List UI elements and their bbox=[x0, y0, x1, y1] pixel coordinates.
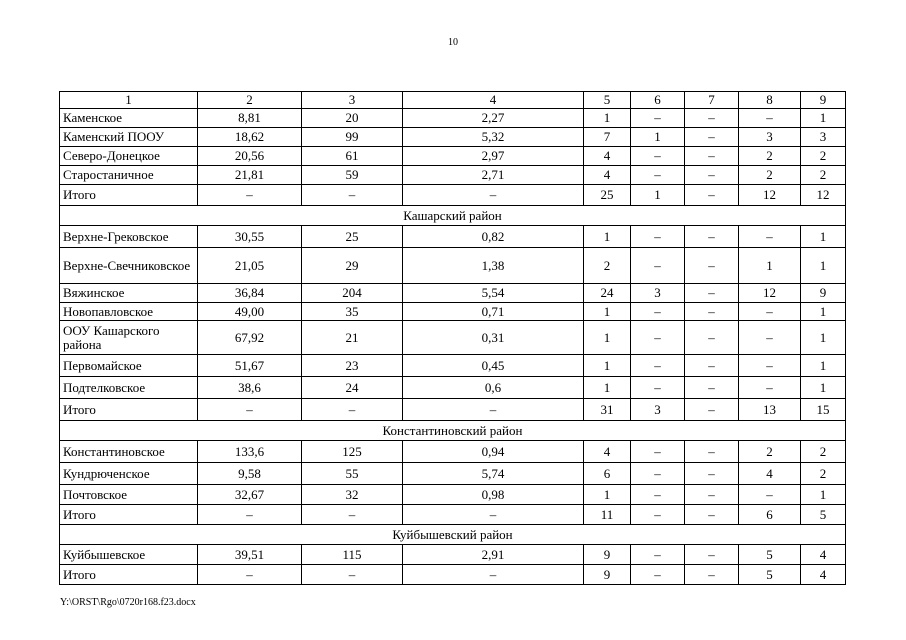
cell: – bbox=[631, 147, 685, 166]
cell-name: Итого bbox=[60, 185, 198, 206]
cell: – bbox=[403, 399, 584, 421]
cell-name: Почтовское bbox=[60, 485, 198, 505]
header-cell: 5 bbox=[584, 92, 631, 109]
cell: – bbox=[198, 185, 302, 206]
section-title: Куйбышевский район bbox=[60, 525, 846, 545]
cell-name: Старостаничное bbox=[60, 166, 198, 185]
header-cell: 6 bbox=[631, 92, 685, 109]
table-row bbox=[60, 321, 846, 355]
cell: – bbox=[631, 377, 685, 399]
header-cell: 1 bbox=[60, 92, 198, 109]
cell: 51,67 bbox=[198, 355, 302, 377]
cell: 2 bbox=[584, 248, 631, 284]
cell: – bbox=[685, 303, 739, 321]
cell: 2,97 bbox=[403, 147, 584, 166]
cell: 125 bbox=[302, 441, 403, 463]
table-row bbox=[60, 128, 846, 147]
cell: – bbox=[739, 377, 801, 399]
cell: – bbox=[631, 463, 685, 485]
cell: 8,81 bbox=[198, 109, 302, 128]
cell: – bbox=[631, 109, 685, 128]
cell: 0,45 bbox=[403, 355, 584, 377]
cell: – bbox=[631, 485, 685, 505]
cell-name: Верхне-Свечниковское bbox=[60, 248, 198, 284]
cell: 32 bbox=[302, 485, 403, 505]
cell-name: Новопавловское bbox=[60, 303, 198, 321]
cell: – bbox=[685, 545, 739, 565]
cell: – bbox=[631, 248, 685, 284]
cell: 6 bbox=[739, 505, 801, 525]
cell: 3 bbox=[739, 128, 801, 147]
cell-name: Итого bbox=[60, 565, 198, 585]
cell: 2 bbox=[801, 147, 846, 166]
cell: 3 bbox=[631, 399, 685, 421]
cell: 4 bbox=[739, 463, 801, 485]
cell: – bbox=[631, 545, 685, 565]
cell: 0,98 bbox=[403, 485, 584, 505]
cell: 1 bbox=[801, 485, 846, 505]
cell: – bbox=[685, 355, 739, 377]
cell: 0,94 bbox=[403, 441, 584, 463]
cell: – bbox=[685, 485, 739, 505]
cell: 1 bbox=[584, 485, 631, 505]
cell: 0,82 bbox=[403, 226, 584, 248]
table-header-row bbox=[60, 92, 846, 109]
cell: 4 bbox=[801, 565, 846, 585]
table-row bbox=[60, 166, 846, 185]
cell: 0,71 bbox=[403, 303, 584, 321]
section-row bbox=[60, 206, 846, 226]
cell: 2,91 bbox=[403, 545, 584, 565]
cell: – bbox=[302, 505, 403, 525]
cell: 13 bbox=[739, 399, 801, 421]
cell: 5 bbox=[801, 505, 846, 525]
table-row bbox=[60, 226, 846, 248]
cell: 29 bbox=[302, 248, 403, 284]
table-row-total bbox=[60, 505, 846, 525]
cell: – bbox=[685, 109, 739, 128]
cell: – bbox=[198, 399, 302, 421]
cell: – bbox=[403, 565, 584, 585]
cell: – bbox=[685, 284, 739, 303]
cell: – bbox=[631, 441, 685, 463]
cell: – bbox=[685, 147, 739, 166]
table-row bbox=[60, 109, 846, 128]
cell: 1 bbox=[584, 321, 631, 355]
cell: 38,6 bbox=[198, 377, 302, 399]
table-row bbox=[60, 147, 846, 166]
cell: – bbox=[685, 226, 739, 248]
cell: 21 bbox=[302, 321, 403, 355]
table-row bbox=[60, 284, 846, 303]
table-row-total bbox=[60, 185, 846, 206]
cell: 20,56 bbox=[198, 147, 302, 166]
cell: – bbox=[685, 505, 739, 525]
table-row-total bbox=[60, 399, 846, 421]
cell: 1 bbox=[584, 377, 631, 399]
cell: 15 bbox=[801, 399, 846, 421]
cell: – bbox=[685, 565, 739, 585]
cell: 21,81 bbox=[198, 166, 302, 185]
cell-name: Константиновское bbox=[60, 441, 198, 463]
cell: 4 bbox=[584, 441, 631, 463]
cell-name: Северо-Донецкое bbox=[60, 147, 198, 166]
cell: 25 bbox=[584, 185, 631, 206]
cell: 1 bbox=[584, 303, 631, 321]
cell-name: Верхне-Грековское bbox=[60, 226, 198, 248]
cell: – bbox=[739, 109, 801, 128]
cell: 2 bbox=[801, 463, 846, 485]
cell: 12 bbox=[739, 185, 801, 206]
cell: – bbox=[739, 226, 801, 248]
cell: – bbox=[685, 185, 739, 206]
cell: 4 bbox=[584, 147, 631, 166]
table-row bbox=[60, 303, 846, 321]
page-number: 10 bbox=[448, 37, 458, 48]
cell: 55 bbox=[302, 463, 403, 485]
cell-name: Куйбышевское bbox=[60, 545, 198, 565]
cell: 9 bbox=[584, 545, 631, 565]
cell-name: Итого bbox=[60, 505, 198, 525]
table-row bbox=[60, 545, 846, 565]
cell: 30,55 bbox=[198, 226, 302, 248]
cell: 1 bbox=[584, 109, 631, 128]
cell: 1 bbox=[801, 248, 846, 284]
cell: 1 bbox=[801, 321, 846, 355]
cell-name: Итого bbox=[60, 399, 198, 421]
cell: 12 bbox=[739, 284, 801, 303]
cell-name: Подтелковское bbox=[60, 377, 198, 399]
cell: – bbox=[403, 185, 584, 206]
cell: – bbox=[403, 505, 584, 525]
cell: 4 bbox=[584, 166, 631, 185]
cell: 2 bbox=[739, 441, 801, 463]
cell: 6 bbox=[584, 463, 631, 485]
header-cell: 7 bbox=[685, 92, 739, 109]
cell: 21,05 bbox=[198, 248, 302, 284]
section-row bbox=[60, 525, 846, 545]
cell: 9 bbox=[801, 284, 846, 303]
cell: – bbox=[631, 565, 685, 585]
cell: – bbox=[198, 565, 302, 585]
cell: 5,32 bbox=[403, 128, 584, 147]
table-row-total bbox=[60, 565, 846, 585]
cell: 23 bbox=[302, 355, 403, 377]
cell: – bbox=[685, 321, 739, 355]
cell: 115 bbox=[302, 545, 403, 565]
cell: – bbox=[685, 463, 739, 485]
cell: 18,62 bbox=[198, 128, 302, 147]
cell: – bbox=[631, 303, 685, 321]
cell: 24 bbox=[584, 284, 631, 303]
cell: – bbox=[685, 248, 739, 284]
header-cell: 8 bbox=[739, 92, 801, 109]
cell: 1 bbox=[631, 128, 685, 147]
cell: 1 bbox=[801, 109, 846, 128]
cell: 1 bbox=[739, 248, 801, 284]
cell: 2 bbox=[739, 166, 801, 185]
cell: 5 bbox=[739, 545, 801, 565]
cell: 59 bbox=[302, 166, 403, 185]
table-row bbox=[60, 355, 846, 377]
cell: 24 bbox=[302, 377, 403, 399]
cell: 0,6 bbox=[403, 377, 584, 399]
cell: – bbox=[685, 399, 739, 421]
cell: 9 bbox=[584, 565, 631, 585]
file-path-footer: Y:\ORST\Rgo\0720r168.f23.docx bbox=[60, 597, 196, 608]
cell: – bbox=[685, 128, 739, 147]
cell: 2,71 bbox=[403, 166, 584, 185]
cell: – bbox=[739, 321, 801, 355]
table-row bbox=[60, 248, 846, 284]
cell: 2 bbox=[801, 166, 846, 185]
table-row bbox=[60, 377, 846, 399]
cell: 20 bbox=[302, 109, 403, 128]
cell: – bbox=[631, 321, 685, 355]
cell: 11 bbox=[584, 505, 631, 525]
cell: 4 bbox=[801, 545, 846, 565]
cell: 1,38 bbox=[403, 248, 584, 284]
cell: 36,84 bbox=[198, 284, 302, 303]
cell: – bbox=[739, 355, 801, 377]
cell: 0,31 bbox=[403, 321, 584, 355]
cell: 1 bbox=[584, 355, 631, 377]
cell: 1 bbox=[631, 185, 685, 206]
cell: – bbox=[302, 565, 403, 585]
cell-name: Первомайское bbox=[60, 355, 198, 377]
table-row bbox=[60, 485, 846, 505]
cell: 67,92 bbox=[198, 321, 302, 355]
cell: 32,67 bbox=[198, 485, 302, 505]
header-cell: 4 bbox=[403, 92, 584, 109]
cell: – bbox=[302, 185, 403, 206]
cell: 2 bbox=[801, 441, 846, 463]
cell: 9,58 bbox=[198, 463, 302, 485]
cell-name: Каменский ПООУ bbox=[60, 128, 198, 147]
table-row bbox=[60, 463, 846, 485]
data-table bbox=[59, 91, 846, 585]
section-title: Кашарский район bbox=[60, 206, 846, 226]
cell: 25 bbox=[302, 226, 403, 248]
cell: – bbox=[631, 166, 685, 185]
cell: 3 bbox=[801, 128, 846, 147]
cell: – bbox=[631, 226, 685, 248]
cell: 5 bbox=[739, 565, 801, 585]
cell-name: ООУ Кашарского района bbox=[60, 321, 198, 355]
cell-name: Каменское bbox=[60, 109, 198, 128]
cell-name: Кундрюченское bbox=[60, 463, 198, 485]
cell: 2,27 bbox=[403, 109, 584, 128]
cell: 99 bbox=[302, 128, 403, 147]
cell: 1 bbox=[801, 355, 846, 377]
cell: – bbox=[685, 166, 739, 185]
cell: 61 bbox=[302, 147, 403, 166]
cell: 3 bbox=[631, 284, 685, 303]
cell: – bbox=[685, 377, 739, 399]
cell: 5,54 bbox=[403, 284, 584, 303]
cell: 5,74 bbox=[403, 463, 584, 485]
cell: 35 bbox=[302, 303, 403, 321]
section-row bbox=[60, 421, 846, 441]
table-row bbox=[60, 441, 846, 463]
cell: 1 bbox=[801, 226, 846, 248]
section-title: Константиновский район bbox=[60, 421, 846, 441]
cell: 133,6 bbox=[198, 441, 302, 463]
cell: 1 bbox=[801, 377, 846, 399]
header-cell: 3 bbox=[302, 92, 403, 109]
cell: – bbox=[739, 303, 801, 321]
cell: – bbox=[302, 399, 403, 421]
cell: – bbox=[685, 441, 739, 463]
cell: 7 bbox=[584, 128, 631, 147]
cell: – bbox=[631, 505, 685, 525]
cell: 39,51 bbox=[198, 545, 302, 565]
cell: 2 bbox=[739, 147, 801, 166]
header-cell: 9 bbox=[801, 92, 846, 109]
cell: 12 bbox=[801, 185, 846, 206]
header-cell: 2 bbox=[198, 92, 302, 109]
cell: – bbox=[739, 485, 801, 505]
cell: 31 bbox=[584, 399, 631, 421]
cell: 204 bbox=[302, 284, 403, 303]
cell: – bbox=[631, 355, 685, 377]
cell: 1 bbox=[801, 303, 846, 321]
cell: – bbox=[198, 505, 302, 525]
cell: 1 bbox=[584, 226, 631, 248]
cell: 49,00 bbox=[198, 303, 302, 321]
cell-name: Вяжинское bbox=[60, 284, 198, 303]
